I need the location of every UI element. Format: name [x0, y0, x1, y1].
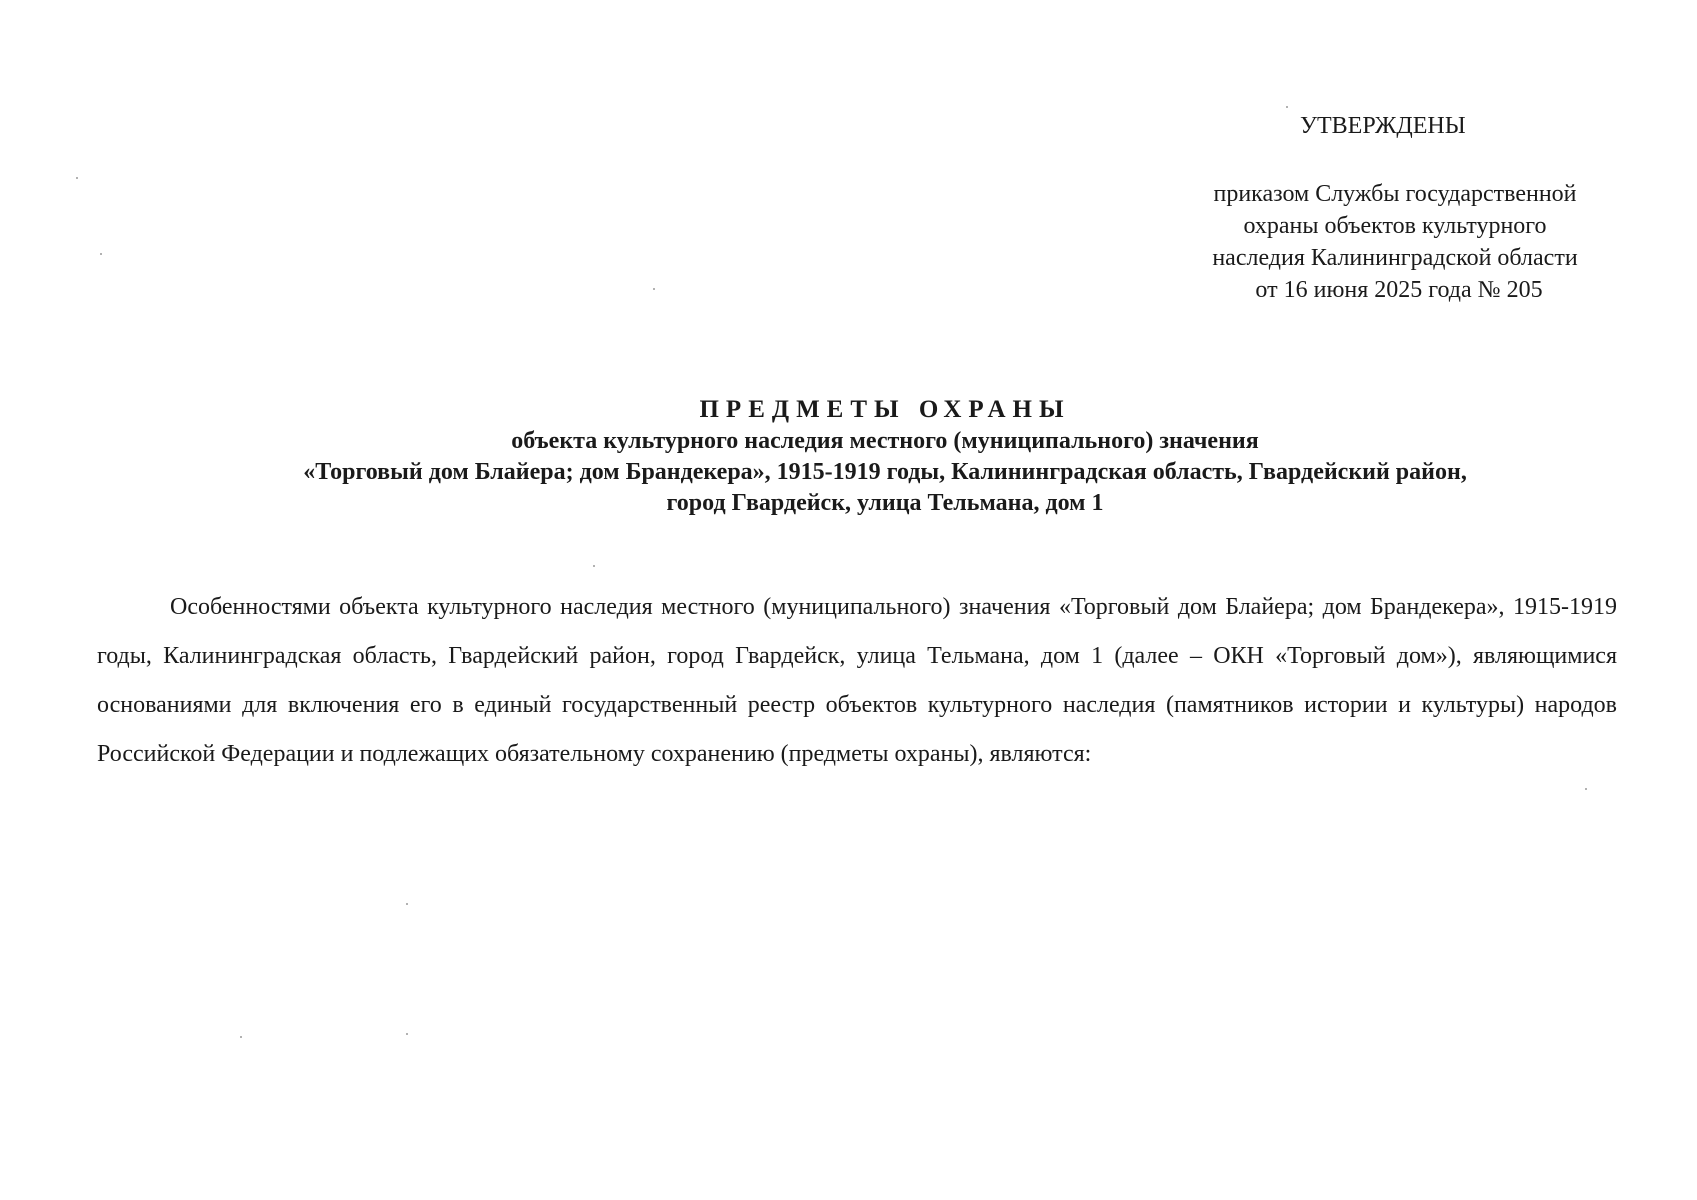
scan-speck [653, 288, 655, 290]
approval-line: приказом Службы государственной [1213, 181, 1577, 207]
scan-speck [1585, 788, 1587, 790]
heading-line: город Гвардейск, улица Тельмана, дом 1 [666, 490, 1104, 516]
heading-line: объекта культурного наследия местного (муниципального) значения [511, 428, 1259, 454]
body-paragraph: Особенностями объекта культурного наследия местного (муниципального) значения «Торговый дом Блайера; дом Брандекера», 1915-1919 годы, Калининградская область, Гвардейский район, город Гвардейск, улица Тельмана, дом 1 (далее – ОКН «Торговый дом»), являющимися основаниями для включения его в единый государственный реестр объектов культурного наследия (памятников истории и культуры) народов Российской Федерации и подлежащих обязательному сохранению (предметы охраны), являются: [97, 594, 1617, 767]
approval-title: УТВЕРЖДЕНЫ [1300, 113, 1466, 139]
document-heading [150, 394, 1620, 519]
scan-speck [240, 1036, 242, 1038]
scan-speck [76, 177, 78, 179]
approval-date-line: от 16 июня 2025 года № 205 [1255, 277, 1543, 303]
heading-line: «Торговый дом Блайера; дом Брандекера», 1915-1919 годы, Калининградская область, Гвардейский район, [303, 459, 1467, 485]
page-title: ПРЕДМЕТЫ ОХРАНЫ [699, 396, 1071, 423]
scan-speck [1286, 106, 1288, 108]
scan-speck [406, 1033, 408, 1035]
scan-speck [406, 903, 408, 905]
approval-block [1165, 178, 1625, 306]
scan-speck [100, 253, 102, 255]
approval-line: охраны объектов культурного [1243, 213, 1547, 239]
approval-line: наследия Калининградской области [1212, 245, 1578, 271]
scan-speck [593, 565, 595, 567]
